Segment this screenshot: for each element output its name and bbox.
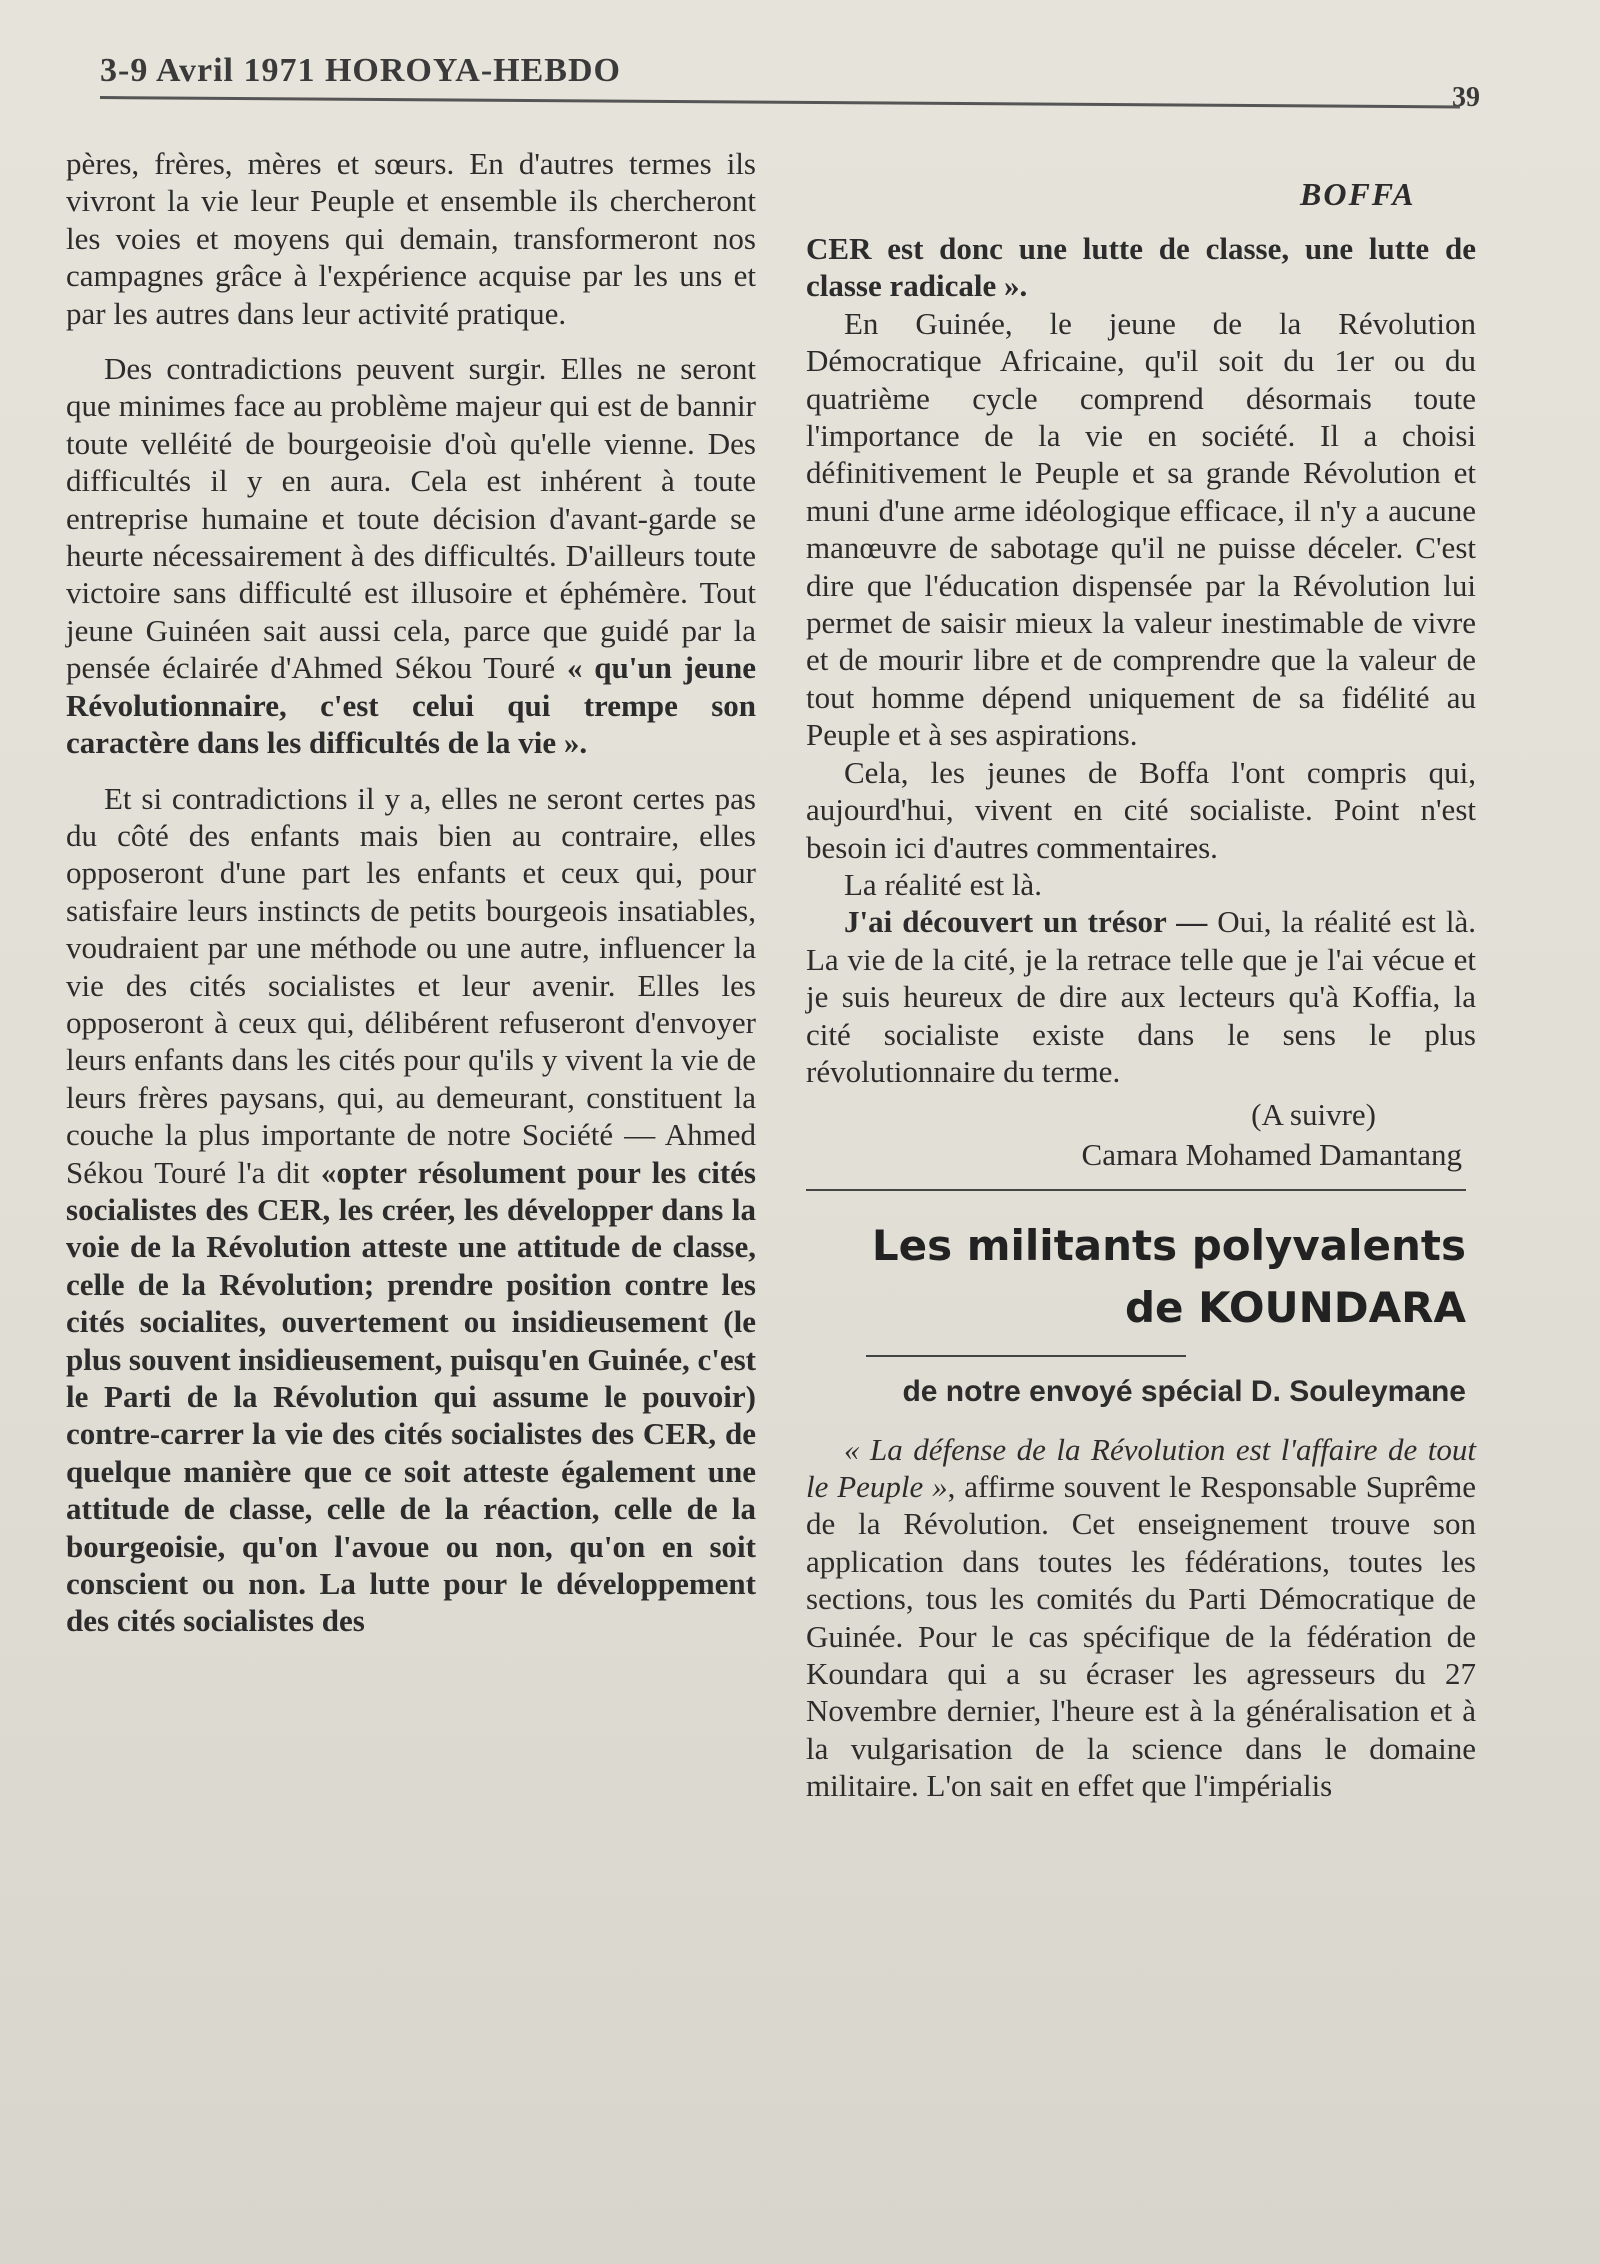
headline-line-1: Les militants polyvalents bbox=[871, 1221, 1466, 1271]
lead-text: , affirme souvent le Responsable Suprême de la Révolution. Cet enseignement trouve son application dans toutes les fédérations, toutes les sections, tous les comités du Parti Démocratique de Guinée. Pour le cas spécifique de la fédération de Koundara qui a su écraser les agresseurs du 27 Novembre dernier, l'heure est à la généralisation et à la vulgarisation de la science dans le domaine militaire. L'on sait en effet que l'impérialis bbox=[806, 1468, 1476, 1804]
article-lead bbox=[806, 1431, 1476, 1805]
continuation-bold: CER est donc une lutte de classe, une lutte de classe radicale ». bbox=[806, 231, 1476, 304]
paragraph-boffa: Cela, les jeunes de Boffa l'ont compris qui, aujourd'hui, vivent en cité socialiste. Point n'est besoin ici d'autres commentaires. bbox=[806, 754, 1476, 865]
author-byline: Camara Mohamed Damantang bbox=[1081, 1136, 1462, 1172]
tresor-text: Oui, la réalité est là. La vie de la cité, je la retrace telle que je l'ai vécue et je suis heureux de dire aux lecteurs qu'à Koffia, la cité socialiste existe dans le sens le plus révolutionnaire du terme. bbox=[806, 904, 1477, 1089]
paragraph-3-quote: «opter résolument pour les cités socialistes des CER, les créer, les développer dans la voie de la Révolution atteste une attitude de classe, celle de la Révolution; prendre position contre les cités socialites, ouvertement ou insidieusement (le plus souvent insidieusement, puisqu'en Guinée, c'est le Parti de la Révolution qui assume le pouvoir) contre-carrer la vie des cités socialistes des CER, de quelque manière que ce soit atteste également une attitude de classe, celle de la réaction, celle de la bourgeoisie, qu'on l'avoue ou non, qu'on en soit conscient ou non. La lutte pour le développement des cités socialistes des bbox=[66, 1154, 756, 1639]
paragraph-tresor bbox=[806, 903, 1476, 1090]
right-column bbox=[806, 170, 1476, 1805]
paragraph-2-quote: « qu'un jeune Révolutionnaire, c'est celui qui trempe son caractère dans les difficultés de la vie ». bbox=[66, 650, 756, 761]
paragraph-3 bbox=[66, 780, 756, 1640]
section-kicker: BOFFA bbox=[1300, 176, 1416, 212]
paragraph-2-text: Des contradictions peuvent surgir. Elles ne seront que minimes face au problème majeur qui est de bannir toute velléité de bourgeoisie d'où qu'elle vienne. Des difficultés il y en aura. Cela est inhérent à toute entreprise humaine et toute décision d'avant-garde se heurte nécessairement à des difficultés. D'ailleurs toute victoire sans difficulté est illusoire et éphémère. Tout jeune Guinéen sait aussi cela, parce que guidé par la pensée éclairée d'Ahmed Sékou Touré bbox=[66, 351, 756, 686]
lead-quote: « La défense de la Révolution est l'affaire de tout le Peuple » bbox=[806, 1431, 1476, 1504]
paragraph-1: pères, frères, mères et sœurs. En d'autres termes ils vivront la vie leur Peuple et ensemble ils chercheront les voies et moyens qui demain, transformeront nos campagnes grâce à l'expérience acquise par les uns et par les autres dans leur activité pratique. bbox=[66, 146, 756, 331]
article-separator bbox=[806, 1189, 1466, 1191]
paragraph-3-text: Et si contradictions il y a, elles ne seront certes pas du côté des enfants mais bien au contraire, elles opposeront d'une part les enfants et ceux qui, pour satisfaire leurs instincts de petits bourgeois insatiables, voudraient par une méthode ou une autre, influencer la vie des cités socialistes et leur avenir. Elles les opposeront à ceux qui, délibérent refuseront d'envoyer leurs enfants dans les cités pour qu'ils y vivent la vie de leurs frères paysans, qui, au demeurant, constituent la couche la plus importante de notre Société — Ahmed Sékou Touré l'a dit bbox=[66, 780, 756, 1190]
correspondent-line: de notre envoyé spécial D. Souleymane bbox=[902, 1375, 1466, 1409]
headline-divider bbox=[866, 1355, 1186, 1357]
headline-line-2: de KOUNDARA bbox=[1124, 1283, 1466, 1333]
paragraph-realite: La réalité est là. bbox=[844, 866, 1042, 902]
left-column bbox=[66, 145, 756, 1640]
issue-dateline: 3-9 Avril 1971 HOROYA-HEBDO bbox=[100, 52, 621, 89]
paragraph-guinee: En Guinée, le jeune de la Révolution Démocratique Africaine, qu'il soit du 1er ou du quatrième cycle comprend désormais toute l'importance de la vie en société. Il a choisi définitivement le Peuple et sa grande Révolution et muni d'une arme idéologique efficace, il n'y a aucune manœuvre de sabotage qu'il ne puisse déceler. C'est dire que l'éducation dispensée par la Révolution lui permet de saisir mieux la valeur inestimable de vivre et de mourir libre et de comprendre que la valeur de tout homme dépend uniquement de sa fidélité au Peuple et à ses aspirations. bbox=[806, 305, 1476, 753]
paragraph-2 bbox=[66, 350, 756, 761]
article-headline bbox=[806, 1215, 1476, 1339]
page-number: 39 bbox=[1452, 82, 1480, 113]
to-be-continued: (A suivre) bbox=[1251, 1097, 1376, 1133]
tresor-lead: J'ai découvert un trésor — bbox=[844, 904, 1208, 940]
